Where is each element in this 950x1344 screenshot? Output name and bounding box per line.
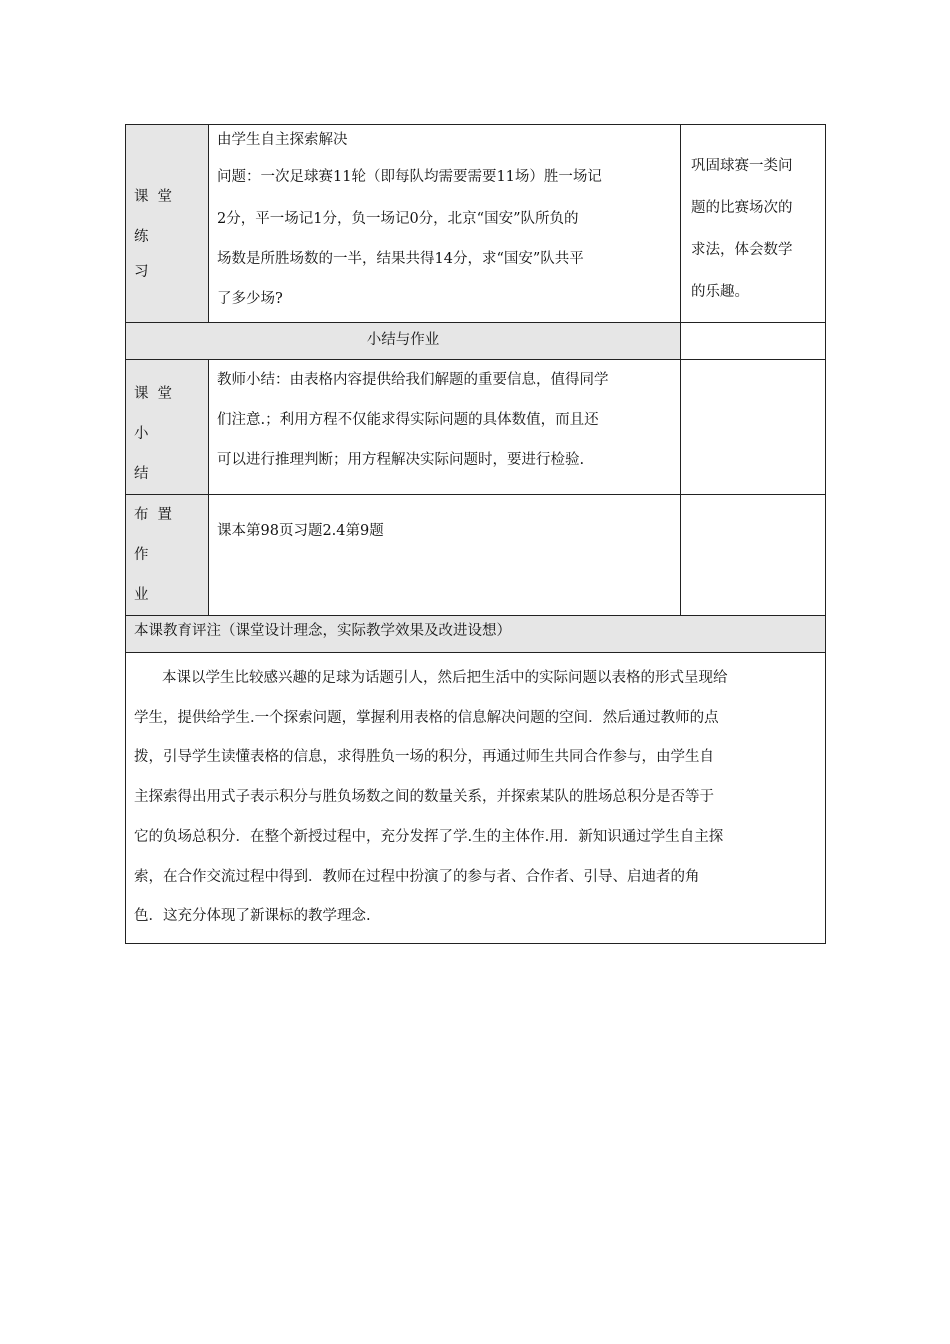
evaluation-line: 主探索得出用式子表示积分与胜负场数之间的数量关系，并探索某队的胜场总积分是否等于 [134,789,714,806]
homework-label-line2: 业 [134,587,158,603]
practice-content-cell [209,125,681,323]
practice-label-line1: 课堂练 [134,189,181,245]
practice-note-line: 求法，体会数学 [691,242,793,258]
practice-line: 问题：一次足球赛11轮（即每队均需要需要11场）胜一场记 [217,169,602,185]
evaluation-line: 它的负场总积分．在整个新授过程中，充分发挥了学.生的主体作.用．新知识通过学生自主探 [134,828,724,845]
classroom-summary-content-cell [209,360,681,495]
homework-side [681,495,826,616]
classroom-summary-line: 可以进行推理判断；用方程解决实际问题时，要进行检验. [217,452,585,468]
homework-row [126,495,826,616]
classroom-summary-label-cell [126,360,209,495]
evaluation-line: 色．这充分体现了新课标的教学理念. [134,908,371,925]
practice-note-line: 巩固球赛一类问 [691,158,793,174]
practice-note-line: 题的比赛场次的 [691,200,793,216]
homework-label-line1: 布置作 [134,507,181,563]
classroom-summary-row [126,360,826,495]
practice-note-cell [681,125,826,323]
evaluation-header: 本课教育评注（课堂设计理念，实际教学效果及改进设想） [126,616,826,653]
classroom-summary-label-line2: 结 [134,466,158,482]
evaluation-body-row [126,653,826,944]
evaluation-body [126,653,826,944]
practice-row [126,125,826,323]
summary-section-row [126,323,826,360]
classroom-summary-side [681,360,826,495]
evaluation-line: 学生，提供给学生.一个探索问题，掌握利用表格的信息解决问题的空间．然后通过教师的点 [134,709,719,726]
practice-note-line: 的乐趣。 [691,284,749,300]
practice-line: 了多少场? [217,291,283,307]
evaluation-line: 索，在合作交流过程中得到．教师在过程中扮演了的参与者、合作者、引导、启迪者的角 [134,868,700,885]
practice-label-line2: 习 [134,264,158,280]
classroom-summary-label-line1: 课堂小 [134,386,181,442]
practice-line: 2分，平一场记1分，负一场记0分，北京“国安”队所负的 [217,211,579,227]
classroom-summary-line: 教师小结：由表格内容提供给我们解题的重要信息，值得同学 [217,372,609,388]
practice-line: 场数是所胜场数的一半，结果共得14分，求“国安”队共平 [217,251,584,267]
lesson-plan-table [125,124,826,944]
evaluation-line: 本课以学生比较感兴趣的足球为话题引人，然后把生活中的实际问题以表格的形式呈现给 [162,670,728,686]
evaluation-line: 拨，引导学生读懂表格的信息，求得胜负一场的积分，再通过师生共同合作参与，由学生自 [134,749,714,766]
summary-section-title: 小结与作业 [126,323,681,360]
homework-content-cell [209,495,681,616]
practice-label-cell [126,125,209,323]
homework-label-cell [126,495,209,616]
homework-text: 课本第98页习题2.4第9题 [217,523,384,539]
evaluation-header-row [126,616,826,653]
practice-line: 由学生自主探索解决 [217,132,348,148]
classroom-summary-line: 们注意.；利用方程不仅能求得实际问题的具体数值，而且还 [217,412,599,428]
summary-section-side [681,323,826,360]
